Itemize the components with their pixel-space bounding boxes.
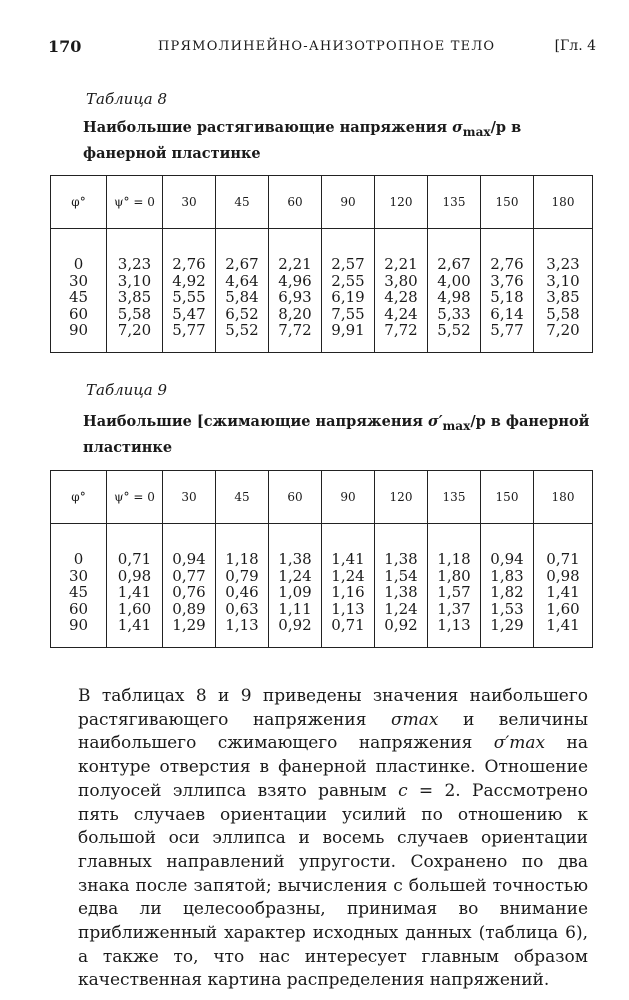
table9-caption: Таблица 9: [86, 381, 168, 399]
table9-header-psi: ψ° = 0: [107, 471, 163, 524]
table8-header: 135: [428, 176, 481, 229]
table8-body-row: [51, 229, 593, 353]
paragraph-text-2: и величины наибольшего сжимающего напряжения: [78, 709, 588, 754]
table9-value-column: 0,71 0,98 1,41 1,60 1,41: [107, 524, 163, 648]
table8-header: 90: [322, 176, 375, 229]
table8-title-symbol: σ: [452, 119, 463, 136]
table8-header: 60: [269, 176, 322, 229]
table9-value-column: 1,41 1,24 1,16 1,13 0,71: [322, 524, 375, 648]
table8-caption: Таблица 8: [86, 90, 168, 108]
sigma-prime-max-symbol: σ′max: [493, 733, 546, 754]
table9-header: 90: [322, 471, 375, 524]
table8-value-column: 2,76 4,92 5,55 5,47 5,77: [163, 229, 216, 353]
table9-title-before: Наибольшие [сжимающие напряжения: [83, 413, 428, 430]
table9-header: 120: [375, 471, 428, 524]
table8-value-column: 3,23 3,10 3,85 5,58 7,20: [534, 229, 593, 353]
paragraph-text-3: на контуре отверстия в фанерной пластинке. Отношение полуосей эллипса взято равным: [78, 733, 588, 801]
table8-value-column: 2,21 3,80 4,28 4,24 7,72: [375, 229, 428, 353]
table8-title: [83, 117, 603, 164]
table9-body-row: [51, 524, 593, 648]
table8-title-before: Наибольшие растягивающие напряжения: [83, 119, 453, 136]
table8-value-column: 2,67 4,64 5,84 6,52 5,52: [216, 229, 269, 353]
table8-value-column: 3,23 3,10 3,85 5,58 7,20: [107, 229, 163, 353]
table9-header: 135: [428, 471, 481, 524]
table9-header-row: [51, 471, 593, 524]
table9-header: 150: [481, 471, 534, 524]
table9-header: 30: [163, 471, 216, 524]
paragraph-text-4: = 2. Рассмотрено пять случаев ориентации усилий по отношению к большой оси эллипса и восемь случаев ориентации главных направлений упругости. Сохранено по два знака после запятой; вычисления с большей точностью едва ли целесообразны, принимая во внимание приближенный характер исходных данных (таблица 6), а также то, что нас интересует главным образом качественная картина распределения напряжений.: [78, 780, 588, 991]
table8-value-column: 2,67 4,00 4,98 5,33 5,52: [428, 229, 481, 353]
table8-title-after: /p в фанерной пластинке: [83, 119, 522, 162]
table9-header: 45: [216, 471, 269, 524]
c-symbol: c: [398, 780, 408, 801]
chapter-label: [Гл. 4: [554, 38, 596, 54]
table9-value-column: 1,18 0,79 0,46 0,63 1,13: [216, 524, 269, 648]
table9-header-phi: φ°: [51, 471, 107, 524]
page-header: [48, 37, 596, 59]
table8-value-column: 2,21 4,96 6,93 8,20 7,72: [269, 229, 322, 353]
table8-header-row: [51, 176, 593, 229]
table8-header: 45: [216, 176, 269, 229]
table8-header-psi: ψ° = 0: [107, 176, 163, 229]
running-title: ПРЯМОЛИНЕЙНО-АНИЗОТРОПНОЕ ТЕЛО: [158, 39, 496, 54]
table9-title-after: /p в фанерной пластинке: [83, 413, 590, 456]
table8-value-column: 2,76 3,76 5,18 6,14 5,77: [481, 229, 534, 353]
paragraph-text-1: В таблицах 8 и 9 приведены значения наибольшего растягивающего напряжения: [78, 686, 588, 730]
table9-title: [83, 411, 603, 458]
table8-title-sub: max: [462, 124, 491, 139]
table8-header: 180: [534, 176, 593, 229]
table9-value-column: 0,94 1,83 1,82 1,53 1,29: [481, 524, 534, 648]
body-paragraph: [78, 685, 588, 993]
table8-header: 30: [163, 176, 216, 229]
table9-value-column: 0,94 0,77 0,76 0,89 1,29: [163, 524, 216, 648]
table9-value-column: 1,38 1,54 1,38 1,24 0,92: [375, 524, 428, 648]
table9-value-column: 0,71 0,98 1,41 1,60 1,41: [534, 524, 593, 648]
table9-header: 60: [269, 471, 322, 524]
table8: [50, 175, 593, 353]
table9-value-column: 1,18 1,80 1,57 1,37 1,13: [428, 524, 481, 648]
table9-title-sub: max: [442, 418, 471, 433]
table8-header-phi: φ°: [51, 176, 107, 229]
table9-value-column: 1,38 1,24 1,09 1,11 0,92: [269, 524, 322, 648]
page-number: 170: [48, 37, 82, 56]
sigma-max-symbol: σmax: [390, 709, 439, 730]
table9-phi-column: 0 30 45 60 90: [51, 524, 107, 648]
table9-title-symbol: σ′: [428, 413, 443, 430]
table8-header: 150: [481, 176, 534, 229]
table8-phi-column: 0 30 45 60 90: [51, 229, 107, 353]
table9: [50, 470, 593, 648]
table8-value-column: 2,57 2,55 6,19 7,55 9,91: [322, 229, 375, 353]
table9-header: 180: [534, 471, 593, 524]
table8-header: 120: [375, 176, 428, 229]
